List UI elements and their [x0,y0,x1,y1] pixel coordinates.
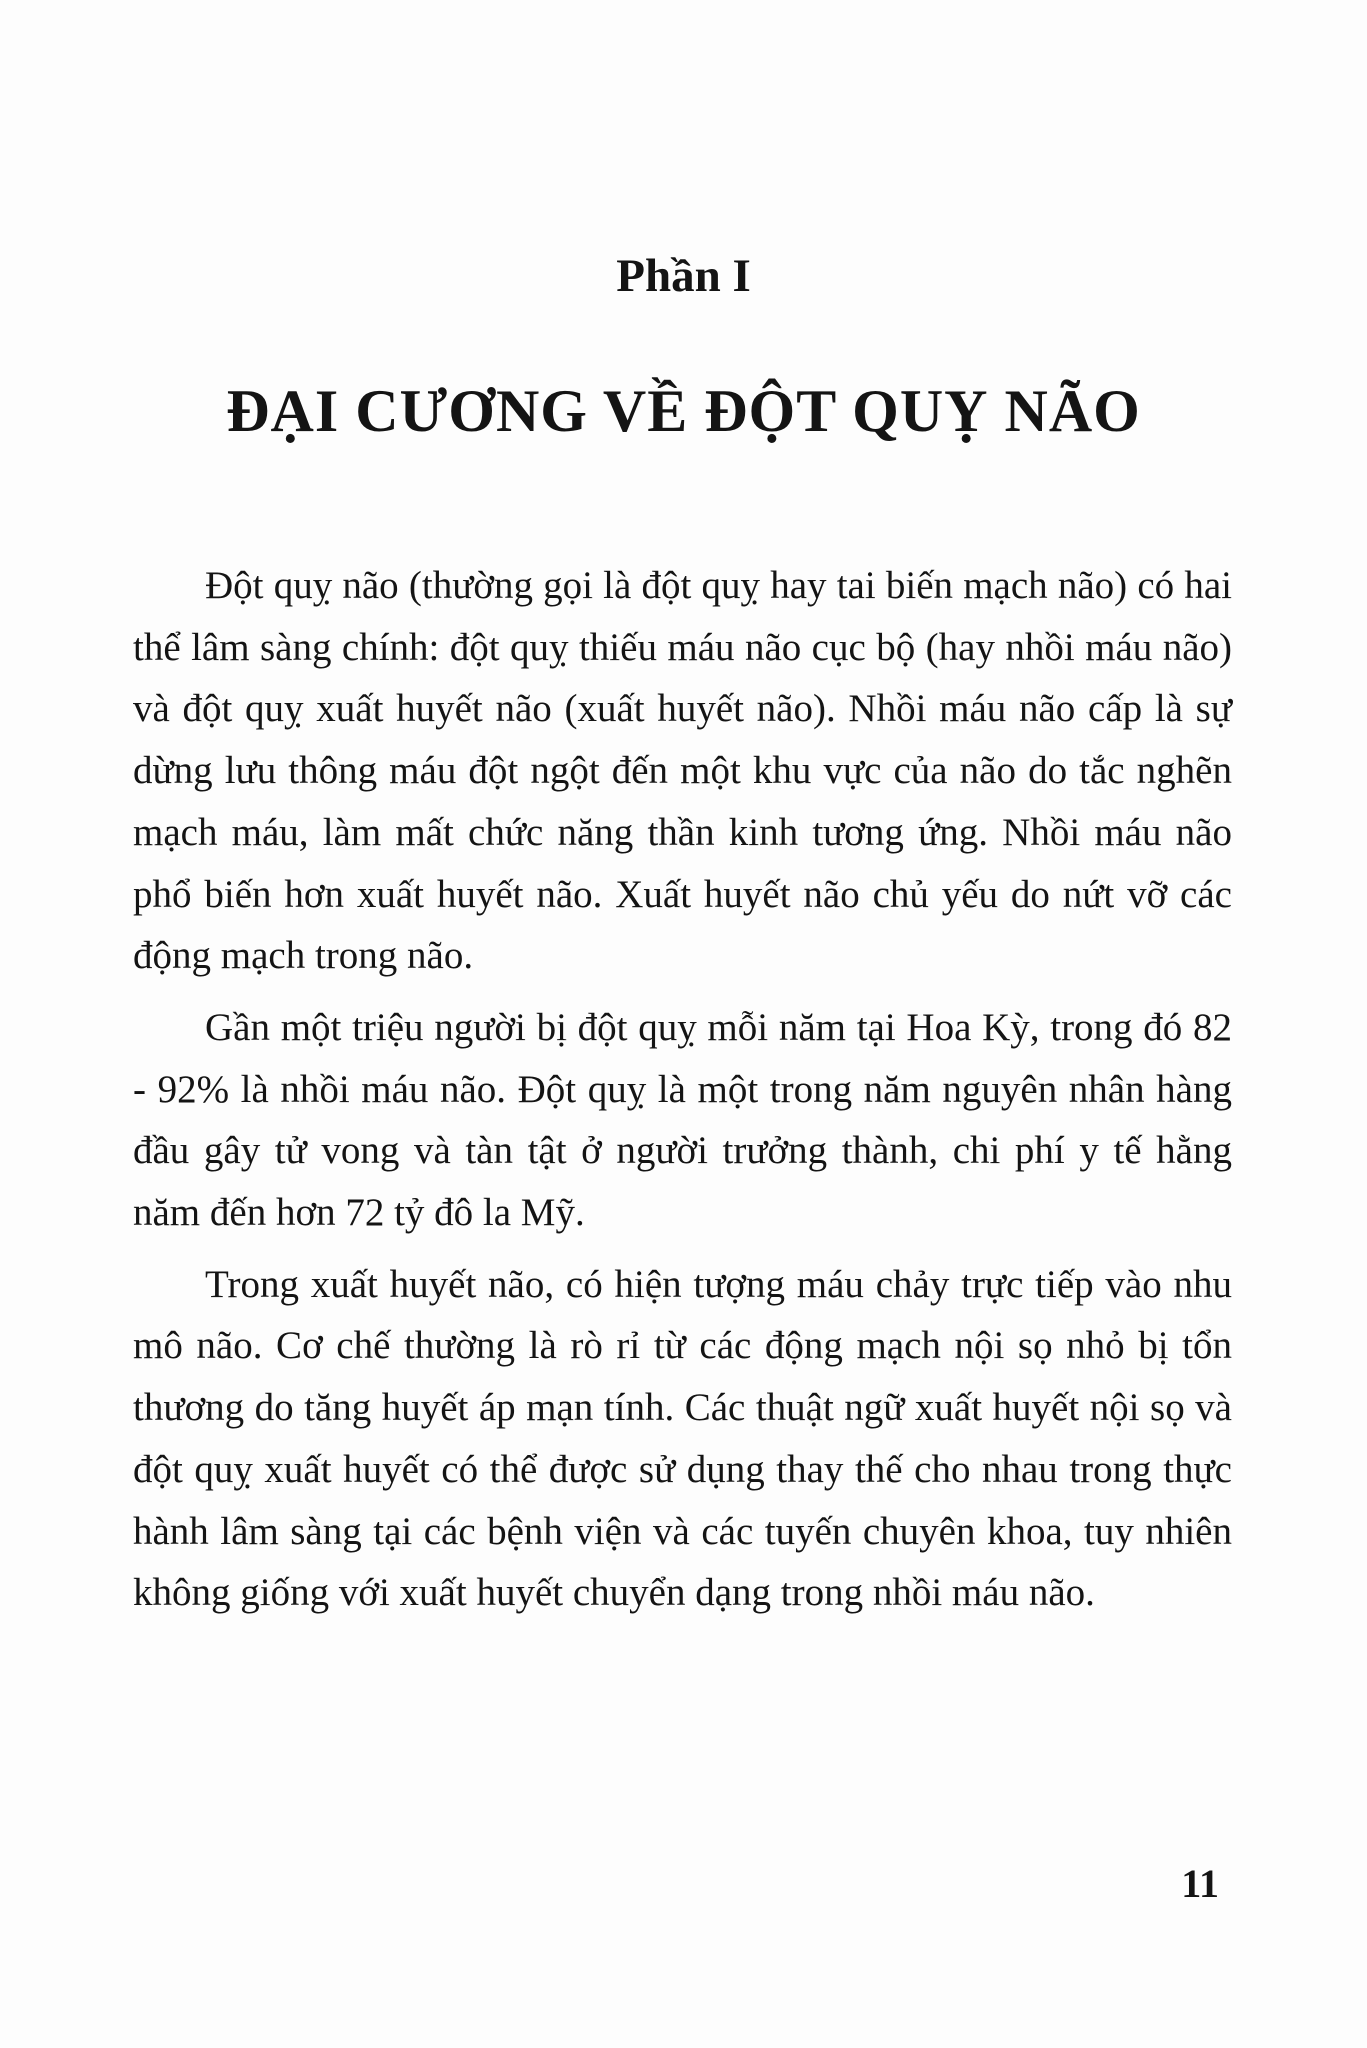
body-text [133,555,1232,1634]
chapter-title: ĐẠI CƯƠNG VỀ ĐỘT QUỴ NÃO [226,378,1141,444]
part-label: Phần I [616,250,751,302]
paragraph-stroke-statistics: Gần một triệu người bị đột quỵ mỗi năm tại Hoa Kỳ, trong đó 82 - 92% là nhồi máu não. Đột quỵ là một trong năm nguyên nhân hàng đầu gây tử vong và tàn tật ở người trưởng thành, chi phí y tế hằng năm đến hơn 72 tỷ đô la Mỹ. [133,1005,1232,1235]
paragraph-hemorrhage: Trong xuất huyết não, có hiện tượng máu chảy trực tiếp vào nhu mô não. Cơ chế thường là rò rỉ từ các động mạch nội sọ nhỏ bị tổn thương do tăng huyết áp mạn tính. Các thuật ngữ xuất huyết nội sọ và đột quỵ xuất huyết có thể được sử dụng thay thế cho nhau trong thực hành lâm sàng tại các bệnh viện và các tuyến chuyên khoa, tuy nhiên không giống với xuất huyết chuyển dạng trong nhồi máu não. [133,1262,1232,1615]
paragraph-stroke-definition: Đột quỵ não (thường gọi là đột quỵ hay tai biến mạch não) có hai thể lâm sàng chính: đột quỵ thiếu máu não cục bộ (hay nhồi máu não) và đột quỵ xuất huyết não (xuất huyết não). Nhồi máu não cấp là sự dừng lưu thông máu đột ngột đến một khu vực của não do tắc nghẽn mạch máu, làm mất chức năng thần kinh tương ứng. Nhồi máu não phổ biến hơn xuất huyết não. Xuất huyết não chủ yếu do nứt vỡ các động mạch trong não. [133,564,1232,978]
page-number: 11 [1181,1861,1219,1906]
